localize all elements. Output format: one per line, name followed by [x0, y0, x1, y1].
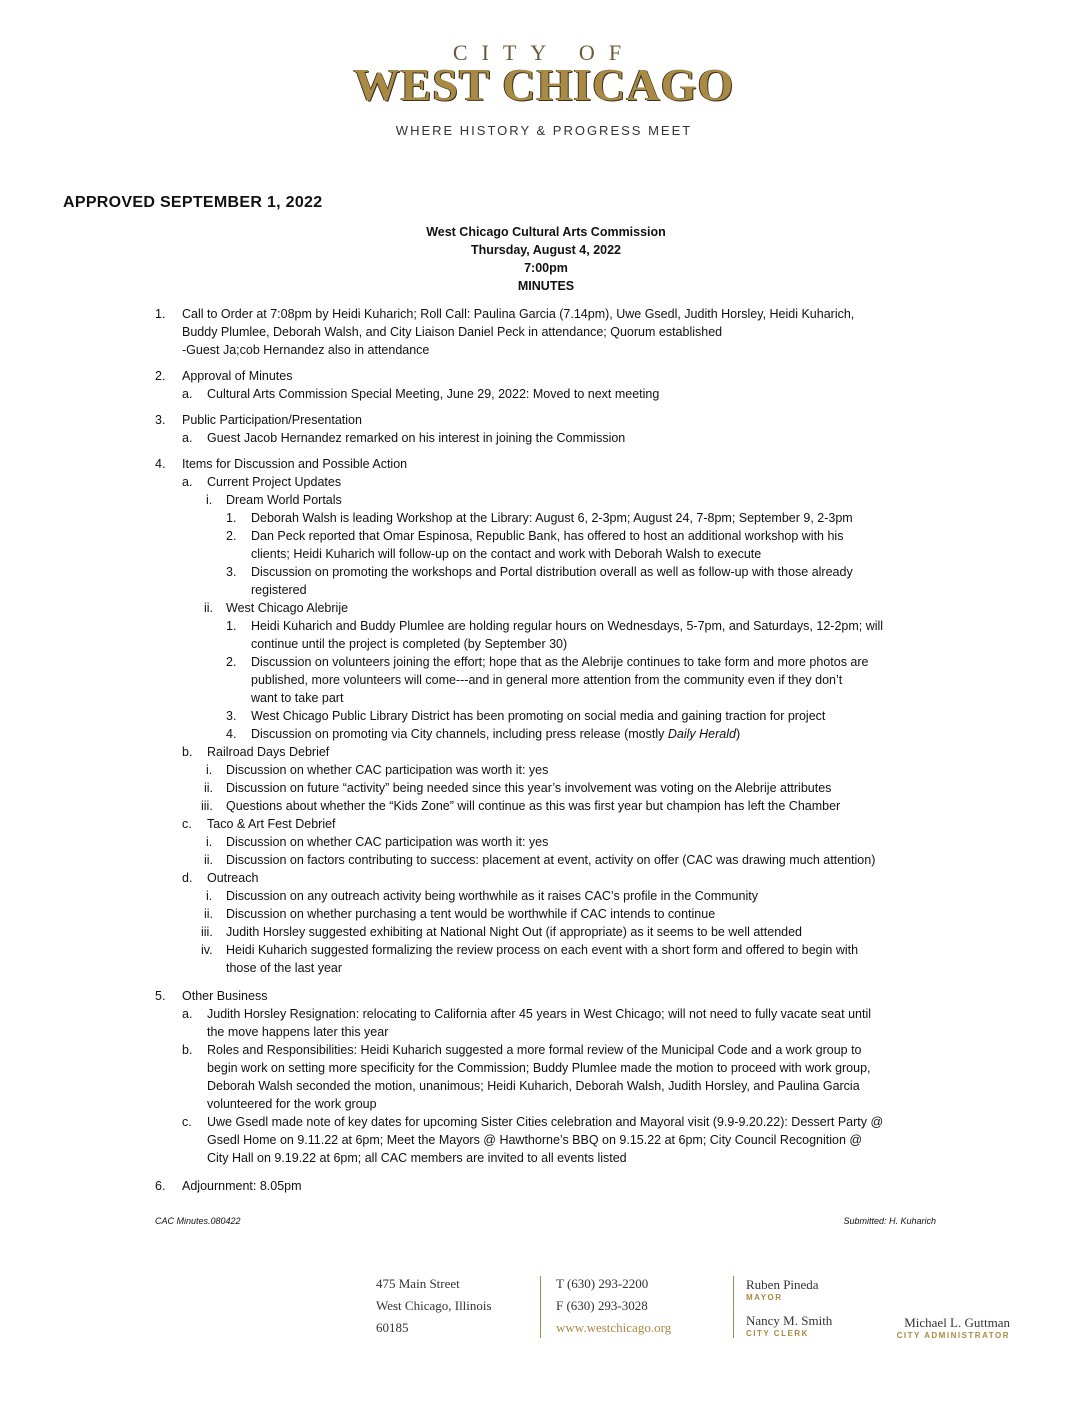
- phone-number: T (630) 293-2200: [556, 1276, 649, 1291]
- item-number: 5.: [155, 989, 166, 1003]
- address-zip: 60185: [376, 1320, 409, 1335]
- clerk-name: Nancy M. Smith: [746, 1313, 833, 1328]
- call-to-order-line-2: Buddy Plumlee, Deborah Walsh, and City Liaison Daniel Peck in attendance; Quorum established: [182, 325, 723, 339]
- resignation-line-2: the move happens later this year: [207, 1025, 389, 1039]
- sister-cities-line-3: City Hall on 9.19.22 at 6pm; all CAC members are invited to all events listed: [207, 1151, 627, 1165]
- outreach-item-4-line-1: Heidi Kuharich suggested formalizing the review process on each event with a short form and offered to begin with: [226, 943, 859, 957]
- sub-letter: a.: [182, 387, 193, 401]
- administrator-block: [880, 1315, 1010, 1340]
- railroad-item-2: Discussion on future “activity” being needed since this year’s involvement was voting on the Alebrije attributes: [226, 781, 832, 795]
- meeting-org: West Chicago Cultural Arts Commission: [426, 225, 666, 239]
- roles-line-4: volunteered for the work group: [207, 1097, 377, 1111]
- outreach-item-3: Judith Horsley suggested exhibiting at National Night Out (if appropriate) as it seems to be well attended: [226, 925, 803, 939]
- meeting-date: Thursday, August 4, 2022: [470, 243, 622, 257]
- daily-herald: Daily Herald: [667, 727, 736, 741]
- call-to-order-line-1: Call to Order at 7:08pm by Heidi Kuharich; Roll Call: Paulina Garcia (7.14pm), Uwe Gsedl, Judith Horsley, Heidi Kuharich,: [182, 307, 855, 321]
- mayor-title: MAYOR: [746, 1293, 783, 1302]
- sub-letter: c.: [182, 1115, 192, 1129]
- alebrije-item-4-text: Discussion on promoting via City channels, including press release (mostly: [251, 727, 668, 741]
- letterhead-city-of: CITY OF: [452, 40, 636, 65]
- dream-world-item-2-line-1: Dan Peck reported that Omar Espinosa, Republic Bank, has offered to host an additional workshop with his: [251, 529, 844, 543]
- discussion-title: Items for Discussion and Possible Action: [182, 457, 408, 471]
- roles-line-2: begin work on setting more specificity for the Commission; Buddy Plumlee made the motion to proceed with work group,: [207, 1061, 871, 1075]
- alebrije-item-2-line-2: published, more volunteers will come---and in general more attention from the community even if they don’t: [251, 673, 843, 687]
- west-chicago-alebrije: West Chicago Alebrije: [226, 601, 349, 615]
- sub-roman: ii.: [204, 853, 214, 867]
- current-project-updates: Current Project Updates: [207, 475, 342, 489]
- sub-number: 3.: [226, 709, 237, 723]
- sub-roman: ii.: [204, 601, 214, 615]
- approved-stamp: APPROVED SEPTEMBER 1, 2022: [63, 194, 323, 211]
- clerk-block: [746, 1313, 832, 1338]
- footer-divider: [733, 1276, 734, 1338]
- sub-letter: d.: [182, 871, 193, 885]
- item-number: 6.: [155, 1179, 166, 1193]
- footer-divider: [540, 1276, 541, 1338]
- sub-roman: ii.: [204, 781, 214, 795]
- sub-number: 4.: [226, 727, 237, 741]
- sub-letter: b.: [182, 745, 193, 759]
- sub-letter: a.: [182, 431, 193, 445]
- footer-address: [376, 1273, 492, 1339]
- alebrije-item-4-close: ): [735, 727, 741, 741]
- meeting-time: 7:00pm: [524, 261, 568, 275]
- address-street: 475 Main Street: [376, 1276, 460, 1291]
- administrator-title: CITY ADMINISTRATOR: [896, 1331, 1010, 1340]
- footer-contact: [556, 1273, 671, 1339]
- alebrije-item-1-line-2: continue until the project is completed (by September 30): [251, 637, 568, 651]
- sub-roman: ii.: [204, 907, 214, 921]
- item-number: 2.: [155, 369, 166, 383]
- roles-line-1: Roles and Responsibilities: Heidi Kuharich suggested a more formal review of the Municipal Code and a work group to: [207, 1043, 862, 1057]
- sub-letter: b.: [182, 1043, 193, 1057]
- taco-item-2: Discussion on factors contributing to success: placement at event, activity on offer (CAC was drawing much attention): [226, 853, 876, 867]
- roles-line-3: Deborah Walsh seconded the motion, unanimous; Heidi Kuharich, Deborah Walsh, Judith Horsley, and Paulina Garcia: [207, 1079, 860, 1093]
- dream-world-item-1: Deborah Walsh is leading Workshop at the Library: August 6, 2-3pm; August 24, 7-8pm; September 9, 2-3pm: [251, 511, 853, 525]
- sub-roman: iv.: [201, 943, 213, 957]
- sub-number: 3.: [226, 565, 237, 579]
- clerk-title: CITY CLERK: [746, 1329, 809, 1338]
- sub-roman: i.: [206, 763, 213, 777]
- public-participation-title: Public Participation/Presentation: [182, 413, 362, 427]
- dream-world-item-3-line-1: Discussion on promoting the workshops and Portal distribution overall as well as follow-up with those already: [251, 565, 853, 579]
- minutes-title: MINUTES: [517, 279, 575, 293]
- alebrije-item-2-line-3: want to take part: [251, 691, 344, 705]
- sub-number: 2.: [226, 529, 237, 543]
- other-business-title: Other Business: [182, 989, 268, 1003]
- letterhead-logo-name: WEST CHICAGO: [353, 59, 735, 110]
- item-number: 4.: [155, 457, 166, 471]
- administrator-name: Michael L. Guttman: [904, 1315, 1010, 1330]
- sister-cities-line-1: Uwe Gsedl made note of key dates for upcoming Sister Cities celebration and Mayoral visit (9.9-9.20.22): Dessert Party @: [207, 1115, 884, 1129]
- sub-roman: iii.: [201, 799, 213, 813]
- approval-item-a: Cultural Arts Commission Special Meeting, June 29, 2022: Moved to next meeting: [207, 387, 660, 401]
- outreach-title: Outreach: [207, 871, 259, 885]
- outreach-item-4-line-2: those of the last year: [226, 961, 343, 975]
- taco-item-1: Discussion on whether CAC participation was worth it: yes: [226, 835, 549, 849]
- approval-of-minutes-title: Approval of Minutes: [182, 369, 293, 383]
- fax-number: F (630) 293-3028: [556, 1298, 648, 1313]
- dream-world-item-2-line-2: clients; Heidi Kuharich will follow-up on the contact and work with Deborah Walsh to execute: [251, 547, 762, 561]
- dream-world-item-3-line-2: registered: [251, 583, 307, 597]
- sister-cities-line-2: Gsedl Home on 9.11.22 at 6pm; Meet the Mayors @ Hawthorne’s BBQ on 9.15.22 at 6pm; City Council Recognition @: [207, 1133, 863, 1147]
- railroad-item-3: Questions about whether the “Kids Zone” will continue as this was first year but champion has left the Chamber: [226, 799, 841, 813]
- letterhead-tagline: WHERE HISTORY & PROGRESS MEET: [395, 123, 693, 138]
- alebrije-item-1-line-1: Heidi Kuharich and Buddy Plumlee are holding regular hours on Wednesdays, 5-7pm, and Saturdays, 12-2pm; will: [251, 619, 884, 633]
- sub-roman: i.: [206, 889, 213, 903]
- website-link[interactable]: www.westchicago.org: [556, 1320, 672, 1335]
- sub-letter: a.: [182, 475, 193, 489]
- sub-number: 1.: [226, 511, 237, 525]
- public-participation-item-a: Guest Jacob Hernandez remarked on his interest in joining the Commission: [207, 431, 626, 445]
- outreach-item-2: Discussion on whether purchasing a tent would be worthwhile if CAC intends to continue: [226, 907, 716, 921]
- railroad-days-debrief: Railroad Days Debrief: [207, 745, 330, 759]
- address-city: West Chicago, Illinois: [376, 1298, 492, 1313]
- resignation-line-1: Judith Horsley Resignation: relocating to California after 45 years in West Chicago; will not need to fully vacate seat until: [207, 1007, 872, 1021]
- alebrije-item-4: [251, 725, 740, 743]
- document-id: CAC Minutes.080422: [155, 1216, 241, 1226]
- railroad-item-1: Discussion on whether CAC participation was worth it: yes: [226, 763, 549, 777]
- mayor-name: Ruben Pineda: [746, 1277, 819, 1292]
- item-number: 1.: [155, 307, 166, 321]
- alebrije-item-2-line-1: Discussion on volunteers joining the effort; hope that as the Alebrije continues to take form and more photos are: [251, 655, 869, 669]
- sub-letter: a.: [182, 1007, 193, 1021]
- adjournment: Adjournment: 8.05pm: [182, 1179, 302, 1193]
- sub-letter: c.: [182, 817, 192, 831]
- sub-roman: i.: [206, 835, 213, 849]
- sub-roman: i.: [206, 493, 213, 507]
- sub-roman: iii.: [201, 925, 213, 939]
- item-number: 3.: [155, 413, 166, 427]
- taco-art-fest-debrief: Taco & Art Fest Debrief: [207, 817, 336, 831]
- dream-world-portals: Dream World Portals: [226, 493, 342, 507]
- call-to-order-line-3: -Guest Ja;cob Hernandez also in attendance: [182, 343, 430, 357]
- mayor-block: [746, 1277, 819, 1302]
- outreach-item-1: Discussion on any outreach activity being worthwhile as it raises CAC’s profile in the Community: [226, 889, 758, 903]
- alebrije-item-3: West Chicago Public Library District has been promoting on social media and gaining traction for project: [251, 709, 826, 723]
- sub-number: 1.: [226, 619, 237, 633]
- sub-number: 2.: [226, 655, 237, 669]
- submitted-by: Submitted: H. Kuharich: [843, 1216, 936, 1226]
